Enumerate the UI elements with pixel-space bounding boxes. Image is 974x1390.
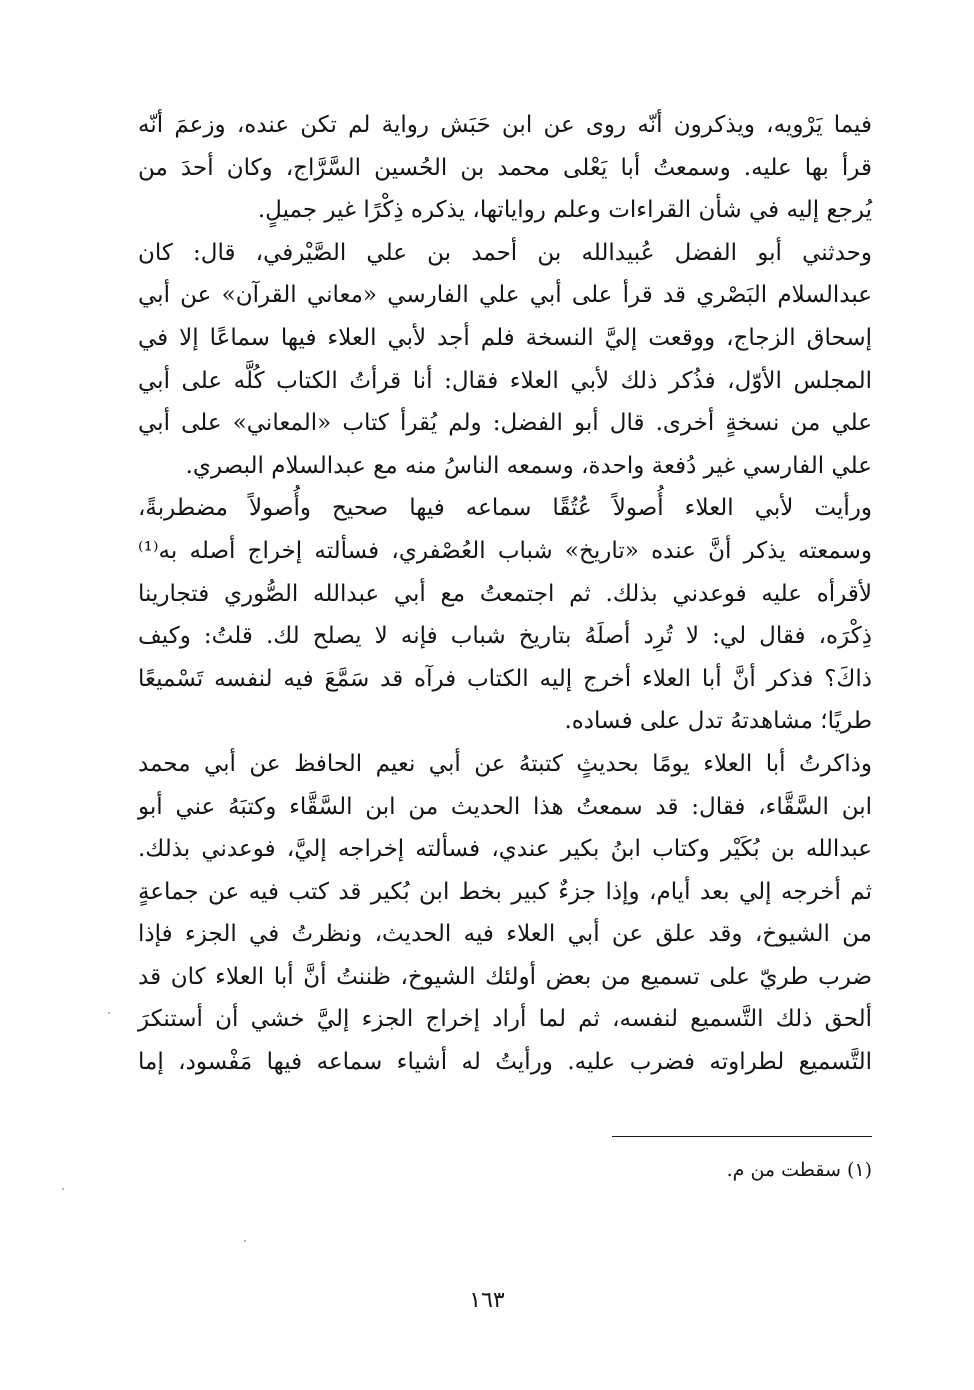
text-line: قرأ بها عليه. وسمعتُ أبا يَعْلى محمد بن الحُسين السَّرَّاج، وكان أحدَ من — [138, 154, 872, 181]
text-line: عبدالسلام البَصْري قد قرأ على أبي علي الفارسي «معاني القرآن» عن أبي — [138, 282, 872, 309]
text-line: ابن السَّقَّاء، فقال: قد سمعتُ هذا الحديث من ابن السَّقَّاء وكتبَهُ عني أبو — [138, 793, 872, 820]
text-line: ذِكْرَه، فقال لي: لا تُرِد أصلَهُ بتاريخ شباب فإنه لا يصلح لك. قلتُ: وكيف — [138, 623, 872, 650]
text-line: لأقرأه عليه فوعدني بذلك. ثم اجتمعتُ مع أبي عبدالله الصُّوري فتجارينا — [138, 580, 872, 607]
scan-speck — [62, 1188, 64, 1190]
text-line: من الشيوخ، وقد علق عن أبي العلاء فيه الحديث، ونظرتُ في الجزء فإذا — [138, 921, 872, 948]
text-line: عبدالله بن بُكَيْر وكتاب ابنُ بكير عندي، فسألته إخراجه إليَّ، فوعدني بذلك. — [138, 836, 872, 863]
text-line: علي من نسخةٍ أخرى. قال أبو الفضل: ولم يُقرأ كتاب «المعاني» على أبي — [138, 410, 872, 437]
text-line: فيما يَرْويه، ويذكرون أنّه روى عن ابن حَبَش رواية لم تكن عنده، وزعمَ أنّه — [138, 112, 872, 138]
text-line: علي الفارسي غير دُفعة واحدة، وسمعه الناسُ منه مع عبدالسلام البصري. — [185, 452, 872, 479]
scan-speck — [244, 1240, 246, 1242]
page-number: ١٦٣ — [469, 1288, 505, 1313]
text-line: ذاكَ؟ فذكر أنَّ أبا العلاء أخرج إليه الكتاب فرآه قد سَمَّعَ فيه لنفسه تَسْميعًا — [138, 665, 872, 692]
text-line: طريًا؛ مشاهدتهُ تدل على فساده. — [564, 708, 872, 735]
text-line: ورأيت لأبي العلاء أُصولاً عُتُقًا سماعه فيها صحيح وأُصولاً مضطربةً، — [138, 495, 872, 522]
text-line: التَّسميع لطراوته فضرب عليه. ورأيتُ له أشياء سماعه فيها مَفْسود، إما — [138, 1049, 872, 1076]
paragraph-4 — [138, 743, 872, 1084]
text-line: يُرجع إليه في شأن القراءات وعلم رواياتها، يذكره ذِكْرًا غير جميلٍ. — [257, 197, 872, 224]
paragraph-3 — [138, 487, 872, 743]
text-line: وذاكرتُ أبا العلاء يومًا بحديثٍ كتبتهُ عن أبي نعيم الحافظ عن أبي محمد — [138, 750, 872, 777]
text-line: المجلس الأوّل، فذُكر ذلك لأبي العلاء فقال: أنا قرأتُ الكتاب كُلَّه على أبي — [138, 367, 872, 394]
text-line: ثم أخرجه إلي بعد أيام، وإذا جزءٌ كبير بخط ابن بُكير قد كتب فيه عن جماعةٍ — [138, 878, 872, 905]
body-text — [138, 104, 872, 1084]
paragraph-1 — [138, 104, 872, 232]
text-line: إسحاق الزجاج، ووقعت إليَّ النسخة فلم أجد لأبي العلاء فيها سماعًا إلا في — [138, 324, 872, 351]
text-line: ألحق ذلك التَّسميع لنفسه، ثم لما أراد إخراج الجزء إليَّ خشي أن أستنكرَ — [138, 1006, 872, 1033]
scan-speck — [108, 1012, 110, 1014]
footnote-separator — [612, 1136, 872, 1137]
paragraph-2 — [138, 232, 872, 488]
footnote: (١) سقطت من م. — [726, 1159, 872, 1181]
text-line: ضرب طريّ على تسميع من بعض أولئك الشيوخ، ظننتُ أنَّ أبا العلاء كان قد — [138, 963, 872, 990]
text-line: وسمعته يذكر أنَّ عنده «تاريخ» شباب العُصْفري، فسألته إخراج أصله به⁽¹⁾ — [138, 537, 872, 564]
text-line: وحدثني أبو الفضل عُبيدالله بن أحمد بن علي الصَّيْرفي، قال: كان — [138, 239, 872, 266]
